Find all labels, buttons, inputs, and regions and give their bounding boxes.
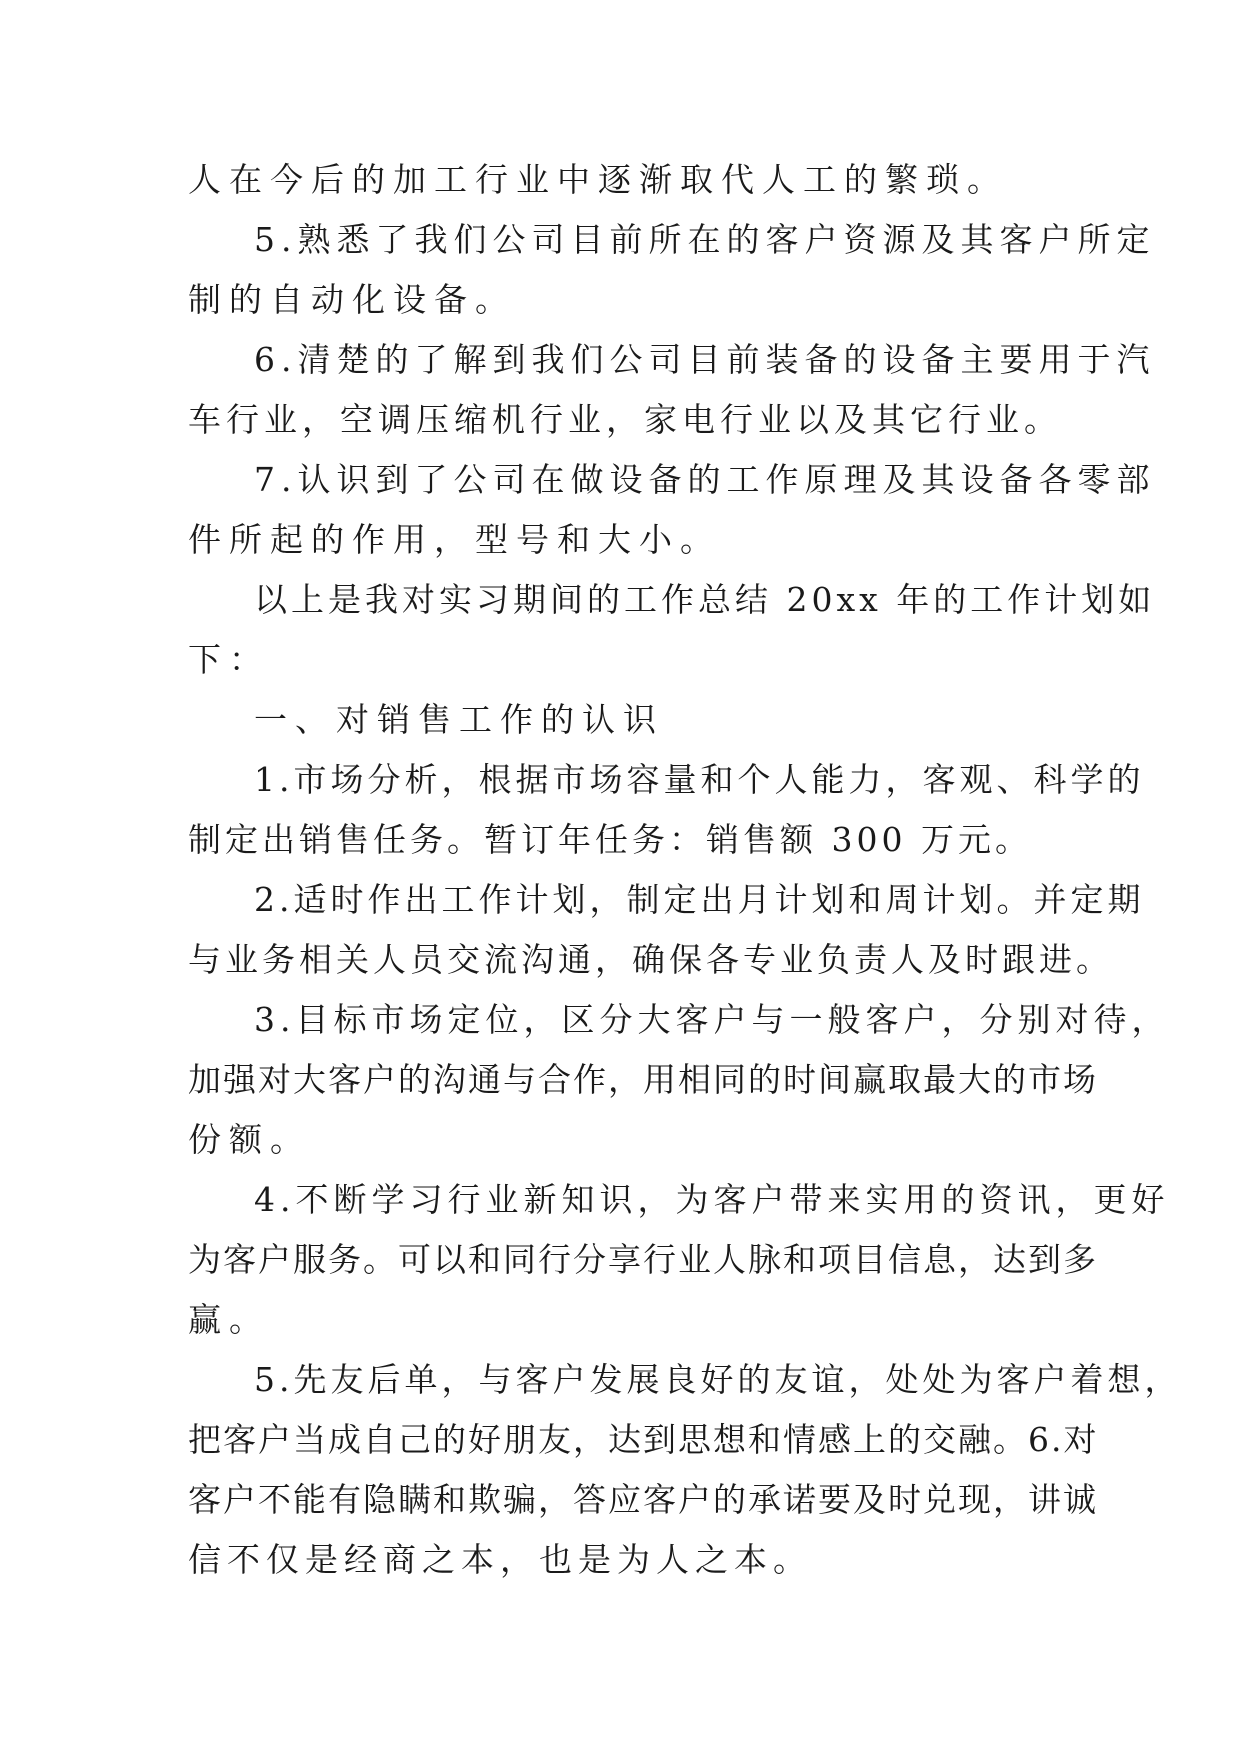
text-line: 制定出销售任务。暂订年任务：销售额 300 万元。 xyxy=(188,820,1032,859)
text-line: 人在今后的加工行业中逐渐取代人工的繁琐。 xyxy=(188,160,1008,199)
text-line: 为客户服务。可以和同行分享行业人脉和项目信息，达到多 xyxy=(188,1240,1098,1279)
text-line: 赢。 xyxy=(188,1300,270,1339)
text-line: 6.清楚的了解到我们公司目前装备的设备主要用于汽 xyxy=(254,340,1156,379)
section-heading: 一、对销售工作的认识 xyxy=(254,700,664,739)
text-line: 份额。 xyxy=(188,1120,311,1159)
document-body xyxy=(188,150,1182,1590)
text-line: 信不仅是经商之本，也是为人之本。 xyxy=(188,1540,812,1579)
text-line: 2.适时作出工作计划，制定出月计划和周计划。并定期 xyxy=(254,880,1145,919)
text-line: 下： xyxy=(188,640,270,679)
text-line: 加强对大客户的沟通与合作，用相同的时间赢取最大的市场 xyxy=(188,1060,1098,1099)
text-line: 5.先友后单，与客户发展良好的友谊，处处为客户着想， xyxy=(254,1360,1182,1399)
text-line: 制的自动化设备。 xyxy=(188,280,516,319)
text-line: 件所起的作用，型号和大小。 xyxy=(188,520,721,559)
text-line: 4.不断学习行业新知识，为客户带来实用的资讯，更好 xyxy=(254,1180,1170,1219)
text-line: 客户不能有隐瞒和欺骗，答应客户的承诺要及时兑现，讲诚 xyxy=(188,1480,1098,1519)
text-line: 以上是我对实习期间的工作总结 20xx 年的工作计划如 xyxy=(254,580,1156,619)
text-line: 1.市场分析，根据市场容量和个人能力，客观、科学的 xyxy=(254,760,1145,799)
text-line: 与业务相关人员交流沟通，确保各专业负责人及时跟进。 xyxy=(188,940,1113,979)
text-line: 3.目标市场定位，区分大客户与一般客户，分别对待， xyxy=(254,1000,1170,1039)
text-line: 把客户当成自己的好朋友，达到思想和情感上的交融。6.对 xyxy=(188,1420,1099,1459)
text-line: 5.熟悉了我们公司目前所在的客户资源及其客户所定 xyxy=(254,220,1156,259)
text-line: 车行业，空调压缩机行业，家电行业以及其它行业。 xyxy=(188,400,1062,439)
text-line: 7.认识到了公司在做设备的工作原理及其设备各零部 xyxy=(254,460,1156,499)
